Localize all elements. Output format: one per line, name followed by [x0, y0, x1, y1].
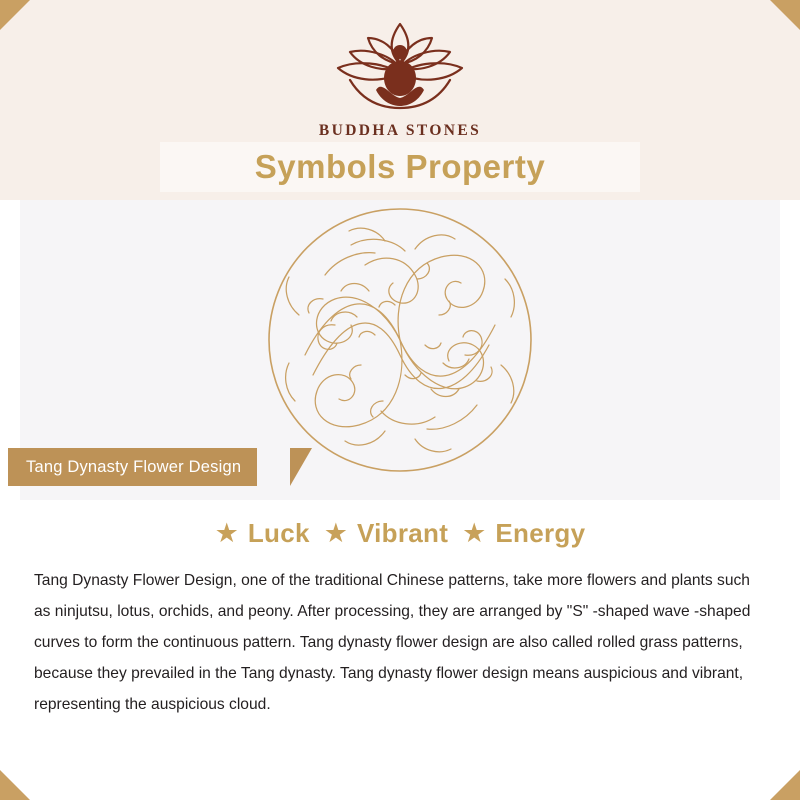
- page-title: Symbols Property: [254, 148, 546, 185]
- lotus-meditation-icon: [310, 18, 490, 118]
- brand-name: BUDDHA STONES: [318, 122, 482, 139]
- corner-bottom-left-icon: [0, 770, 30, 800]
- bottom-strip: [0, 770, 800, 800]
- keyword-list: [0, 518, 800, 549]
- keyword-label-luck: Luck: [247, 518, 310, 548]
- page-title-strip: [160, 142, 640, 192]
- ribbon-tail-icon: [290, 448, 312, 486]
- tang-dynasty-flower-medallion-icon: [265, 205, 535, 475]
- star-icon: ★: [323, 518, 348, 548]
- keyword-item-energy: [462, 518, 585, 549]
- brand-logo: [0, 18, 800, 140]
- keyword-item-luck: [215, 518, 310, 549]
- pattern-name-label: Tang Dynasty Flower Design: [26, 457, 242, 476]
- description-paragraph: Tang Dynasty Flower Design, one of the traditional Chinese patterns, take more flowers and plants such as ninjutsu, lotus, orchids, and peony. After processing, they are arranged by "S" -shaped wave -shaped curves to form the continuous pattern. Tang dynasty flower design are also called rolled grass patterns, because they prevailed in the Tang dynasty. Tang dynasty flower design means auspicious and vibrant, representing the auspicious cloud.: [34, 572, 751, 713]
- star-icon: ★: [462, 518, 487, 548]
- corner-top-right-icon: [770, 0, 800, 30]
- keyword-label-energy: Energy: [495, 518, 586, 548]
- corner-bottom-right-icon: [770, 770, 800, 800]
- corner-top-left-icon: [0, 0, 30, 30]
- keyword-item-vibrant: [324, 518, 448, 549]
- keyword-label-vibrant: Vibrant: [356, 518, 449, 548]
- star-icon: ★: [214, 518, 239, 548]
- pattern-name-ribbon: [8, 448, 257, 486]
